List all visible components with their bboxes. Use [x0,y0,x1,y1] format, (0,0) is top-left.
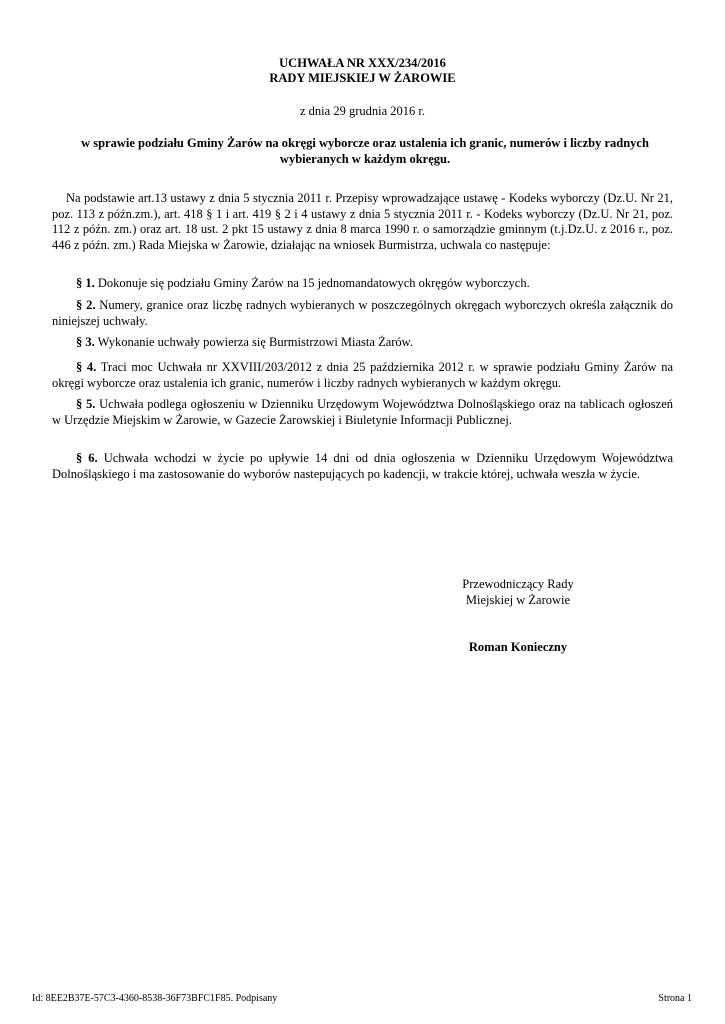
section-label: § 6. [76,451,98,465]
section-label: § 5. [76,397,96,411]
resolution-subject: w sprawie podziału Gminy Żarów na okręgi wyborcze oraz ustalenia ich granic, numerów i liczby radnych wybieranych w każdym okręgu. [81,136,649,166]
section-2 [52,298,673,329]
signatory-role-line1: Przewodniczący Rady [462,577,574,591]
section-6 [52,451,673,482]
section-label: § 2. [76,298,96,312]
document-id: Id: 8EE2B37E-57C3-4360-8538-36F73BFC1F85. Podpisany [32,993,278,1004]
section-text: Uchwała wchodzi w życie po upływie 14 dni od dnia ogłoszenia w Dzienniku Urzędowym Województwa Dolnośląskiego i ma zastosowanie do wyborów nastepujących po kadencji, w trakcie której, uchwała weszła w życie. [52,451,674,481]
signatory-role-line2: Miejskiej w Żarowie [465,593,571,607]
section-label: § 4. [76,360,97,374]
section-label: § 1. [76,276,95,290]
resolution-title: UCHWAŁA NR XXX/234/2016 [279,56,446,70]
section-4 [52,360,673,391]
section-text: Traci moc Uchwała nr XXVIII/203/2012 z dnia 25 października 2012 r. w sprawie podziału Gminy Żarów na okręgi wyborcze oraz ustalenia ich granic, numerów i liczby radnych wybieranych w każdym okręgu. [52,360,673,390]
council-name: RADY MIEJSKIEJ W ŻAROWIE [269,71,456,85]
resolution-date: z dnia 29 grudnia 2016 r. [300,104,425,118]
section-label: § 3. [76,335,95,349]
legal-basis-paragraph: Na podstawie art.13 ustawy z dnia 5 stycznia 2011 r. Przepisy wprowadzające ustawę - Kodeks wyborczy (Dz.U. Nr 21, poz. 113 z późn.zm.), art. 418 § 1 i art. 419 § 2 i 4 ustawy z dnia 5 stycznia 2011 r. - Kodeks wyborczy (Dz.U. Nr 21, poz. 112 z późn. zm.) oraz art. 18 ust. 2 pkt 15 ustawy z dnia 8 marca 1990 r. o samorządzie gminnym (t.j.Dz.U. z 2016 r., poz. 446 z późn. zm.) Rada Miejska w Żarowie, działając na wniosek Burmistrza, uchwala co następuje: [52,191,673,252]
page-number: Strona 1 [658,993,692,1004]
signatory-name: Roman Konieczny [468,640,568,654]
section-5 [52,397,673,428]
section-3 [52,335,673,351]
section-text: Uchwała podlega ogłoszeniu w Dzienniku Urzędowym Województwa Dolnośląskiego oraz na tablicach ogłoszeń w Urzędzie Miejskim w Żarowie, w Gazecie Żarowskiej i Biuletynie Informacji Publicznej. [52,397,673,427]
section-text: Numery, granice oraz liczbę radnych wybieranych w poszczególnych okręgach wyborczych określa załącznik do niniejszej uchwały. [52,298,674,328]
section-text: Dokonuje się podziału Gminy Żarów na 15 jednomandatowych okręgów wyborczych. [94,276,530,290]
section-1 [52,276,673,292]
section-text: Wykonanie uchwały powierza się Burmistrzowi Miasta Żarów. [94,335,414,349]
